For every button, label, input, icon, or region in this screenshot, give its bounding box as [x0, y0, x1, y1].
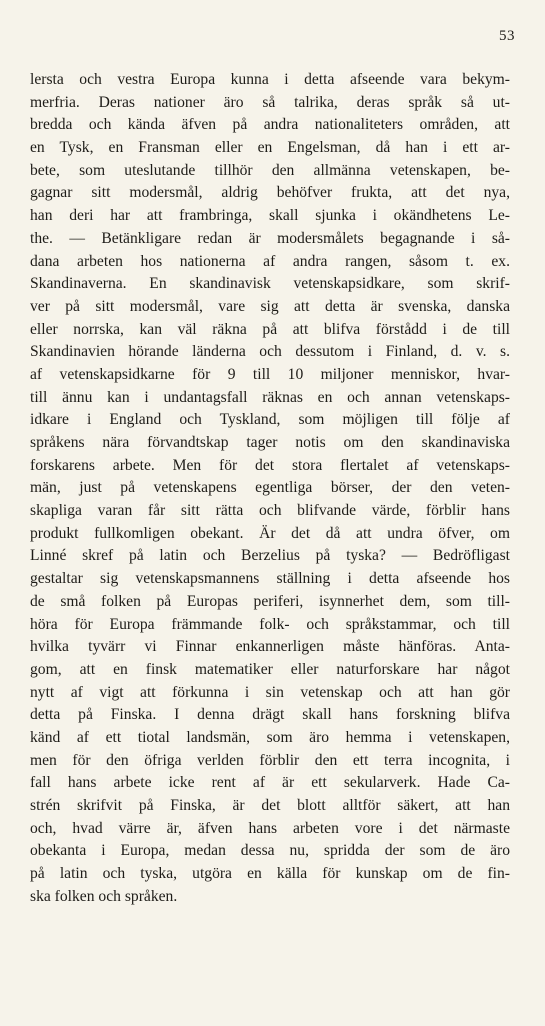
text-line: fall hans arbete icke rent af är ett sekularverk. Hade Ca- [30, 774, 510, 792]
text-line: bredda och kända äfven på andra nationaliteters områden, att [30, 116, 510, 134]
text-line: Skandinavien hörande länderna och dessutom i Finland, d. v. s. [30, 343, 510, 361]
text-line: af vetenskapsidkarne för 9 till 10 miljoner menniskor, hvar- [30, 365, 510, 383]
text-line: detta på Finska. I denna drägt skall hans forskning blifva [30, 706, 510, 724]
text-line: gestaltar sig vetenskapsmannens ställning i detta afseende hos [30, 570, 510, 588]
text-line: men för den öfriga verlden förblir den ett terra incognita, i [30, 751, 510, 769]
text-line: män, just på vetenskapens egentliga börser, der den veten- [30, 479, 510, 497]
text-line: eller norrska, kan väl räkna på att blifva förstådd i de till [30, 320, 510, 338]
text-line: känd af ett tiotal landsmän, som äro hemma i vetenskapen, [30, 728, 510, 746]
text-line: Skandinaverna. En skandinavisk vetenskapsidkare, som skrif- [30, 275, 510, 293]
text-line: han deri har att frambringa, skall sjunka i okändhetens Le- [30, 207, 510, 225]
text-line: gom, att en finsk matematiker eller naturforskare har något [30, 660, 510, 678]
text-line: en Tysk, en Fransman eller en Engelsman, då han i ett ar- [30, 139, 510, 157]
text-line: obekanta i Europa, medan dessa nu, spridda der som de äro [30, 842, 510, 860]
text-line: merfria. Deras nationer äro så talrika, deras språk så ut- [30, 93, 510, 111]
text-line: gagnar sitt modersmål, aldrig behöfver frukta, att det nya, [30, 184, 510, 202]
text-line: på latin och tyska, utgöra en källa för kunskap om de fin- [30, 865, 510, 883]
text-line: dana arbeten hos nationerna af andra rangen, såsom t. ex. [30, 252, 510, 270]
text-line: bete, som uteslutande tillhör den allmänna vetenskapen, be- [30, 161, 510, 179]
text-line: och, hvad värre är, äfven hans arbeten vore i det närmaste [30, 819, 510, 837]
text-line: ska folken och språken. [30, 887, 178, 905]
text-line: the. — Betänkligare redan är modersmålets begagnande i så- [30, 229, 510, 247]
text-line: de små folken på Europas periferi, isynnerhet dem, som till- [30, 592, 510, 610]
text-line: språkens nära förvandtskap tager notis om den skandinaviska [30, 434, 510, 451]
text-line: ver på sitt modersmål, vare sig att detta är svenska, danska [30, 297, 510, 315]
text-line: hvilka tyvärr vi Finnar enkannerligen måste hänföras. Anta- [30, 638, 510, 656]
text-line: forskarens arbete. Men för det stora flertalet af vetenskaps- [30, 456, 510, 474]
text-line: nytt af vigt att förkunna i sin vetenskap och att han gör [30, 683, 510, 701]
body-text [30, 69, 510, 908]
text-line: lersta och vestra Europa kunna i detta afseende vara bekym- [30, 71, 510, 88]
text-line: höra för Europa främmande folk- och språkstammar, och till [30, 615, 510, 633]
text-line: skapliga varan får sitt rätta och blifvande värde, förblir hans [30, 502, 510, 520]
text-line: Linné skref på latin och Berzelius på tyska? — Bedröfligast [30, 547, 510, 565]
page-number: 53 [499, 28, 515, 44]
text-line: produkt fullkomligen obekant. Är det då att undra öfver, om [30, 524, 510, 542]
text-line: strén skrifvit på Finska, är det blott alltför säkert, att han [30, 797, 510, 814]
text-line: till ännu kan i undantagsfall räknas en och annan vetenskaps- [30, 388, 510, 406]
text-line: idkare i England och Tyskland, som möjligen till följe af [30, 411, 510, 429]
